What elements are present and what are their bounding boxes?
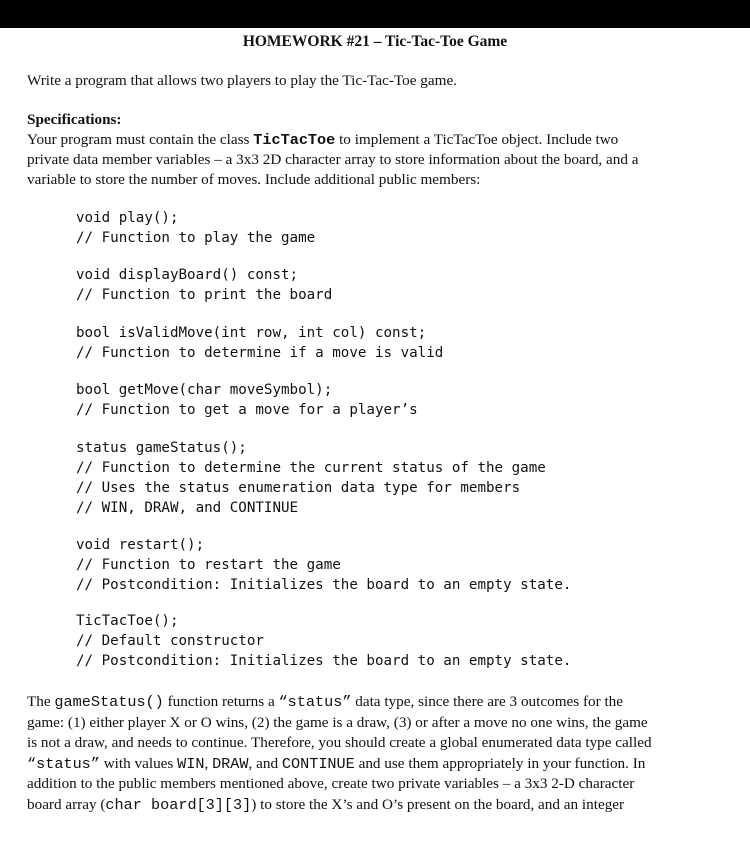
code-block-restart (76, 535, 571, 595)
page-title: HOMEWORK #21 – Tic-Tac-Toe Game (242, 33, 508, 50)
code-comment: // Function to print the board (76, 287, 333, 303)
text: , and (248, 754, 282, 772)
inline-code: WIN (177, 754, 205, 773)
text: function returns a (163, 693, 279, 710)
text: and use them appropriately in your function. In (354, 754, 646, 772)
code-comment: // Function to get a move for a player’s (76, 402, 418, 418)
code-comment: // Function to restart the game (76, 557, 341, 573)
inline-code: gameStatus() (54, 693, 164, 711)
text: , (204, 754, 213, 772)
code-line: bool getMove(char moveSymbol); (76, 382, 333, 398)
code-block-display-board (76, 265, 332, 305)
text: ) to store the X’s and O’s present on the board, and an integer (251, 795, 625, 813)
inline-code: CONTINUE (281, 754, 355, 773)
inline-code: char board[3][3] (105, 795, 252, 814)
code-comment: // Function to play the game (76, 230, 316, 246)
paragraph-line (27, 795, 652, 816)
text: The (27, 693, 55, 710)
code-comment: // WIN, DRAW, and CONTINUE (76, 500, 299, 516)
code-block-play (76, 208, 315, 248)
spec-line: private data member variables – a 3x3 2D character array to store information about the board, and a (27, 151, 639, 168)
spec-text: Your program must contain the class (27, 131, 254, 148)
paragraph-line (27, 692, 652, 713)
code-comment: // Function to determine the current status of the game (76, 460, 546, 476)
code-line: status gameStatus(); (76, 440, 247, 456)
code-comment: // Postcondition: Initializes the board to an empty state. (76, 577, 572, 593)
spec-text: to implement a TicTacToe object. Include two (335, 131, 619, 148)
code-line: void displayBoard() const; (76, 267, 299, 283)
paragraph-line (27, 754, 652, 775)
text: board array ( (27, 795, 106, 813)
inline-code: “status” (278, 693, 352, 711)
top-black-bar (0, 0, 750, 28)
code-comment: // Function to determine if a move is valid (76, 345, 444, 361)
specifications-paragraph (27, 130, 638, 190)
code-line: void restart(); (76, 537, 205, 553)
code-line: void play(); (76, 210, 179, 226)
game-status-paragraph (27, 692, 652, 815)
spec-line: variable to store the number of moves. Include additional public members: (27, 171, 481, 188)
text: with values (99, 754, 178, 772)
code-block-get-move (76, 380, 418, 420)
intro-paragraph: Write a program that allows two players to play the Tic-Tac-Toe game. (27, 72, 457, 89)
code-block-constructor (76, 611, 571, 671)
inline-code: DRAW (212, 754, 249, 773)
code-comment: // Uses the status enumeration data type for members (76, 480, 521, 496)
inline-code: “status” (27, 754, 100, 773)
code-comment: // Postcondition: Initializes the board to an empty state. (76, 653, 572, 669)
text: data type, since there are 3 outcomes for the (351, 693, 624, 710)
class-name-code: TicTacToe (253, 131, 336, 149)
paragraph-line: game: (1) either player X or O wins, (2) the game is a draw, (3) or after a move no one wins, the game (27, 713, 648, 731)
code-line: bool isValidMove(int row, int col) const; (76, 325, 427, 341)
code-comment: // Default constructor (76, 633, 264, 649)
paragraph-line: addition to the public members mentioned above, create two private variables – a 3x3 2-D character (27, 775, 635, 792)
code-line: TicTacToe(); (76, 613, 179, 629)
code-block-game-status (76, 438, 546, 518)
paragraph-line: is not a draw, and needs to continue. Therefore, you should create a global enumerated data type called (27, 734, 652, 751)
spec-line (27, 130, 638, 150)
specifications-heading: Specifications: (27, 111, 122, 128)
code-block-is-valid-move (76, 323, 443, 363)
